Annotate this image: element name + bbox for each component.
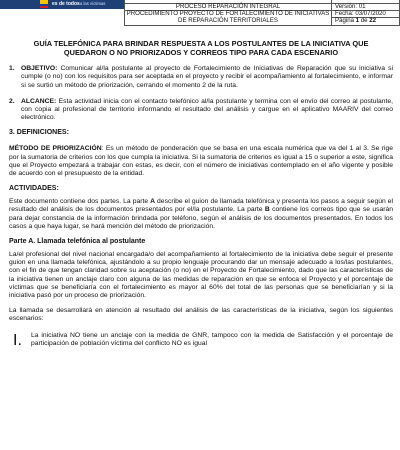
escenario-text: La iniciativa NO tiene un anclaje con la medida de GNR, tampoco con la medida de Satisfacción y el porcentaje de participación de población víctima del conflicto NO es igual	[31, 331, 393, 347]
definiciones-heading: 3. DEFINICIONES:	[9, 129, 69, 137]
logo-text-main: es de todos	[52, 1, 80, 7]
section-label: ALCANCE:	[21, 97, 57, 105]
section-objetivo	[9, 65, 393, 90]
actividades-text: Este documento contiene dos partes. La parte A describe el guion de llamada telefónica y presenta los pasos a seguir según el resultado del análisis de los documentos presentados por el/la postulante. La parte B contiene los correos tipo que se usarán para dejar constancia de la información brindada por teléfono, según el análisis de los documentos presentados. En todos los casos a que haya lugar, se hará mención del método de priorización.	[9, 198, 393, 230]
header-table	[124, 0, 400, 26]
section-alcance	[9, 98, 393, 123]
version-label: Versión: 01	[332, 3, 400, 10]
page-total: 22	[369, 17, 377, 25]
term-label: MÉTODO DE PRIORIZACIÓN	[9, 145, 102, 153]
procedure-name: PROCEDIMIENTO PROYECTO DE FORTALECIMIENTO DE INICIATIVAS DE REPARACIÓN TERRITORIALES	[125, 10, 332, 25]
section-number: 1.	[9, 65, 15, 73]
actividades-heading: ACTIVIDADES:	[9, 185, 59, 193]
escenario-item	[9, 332, 393, 350]
colombia-flag-icon	[40, 0, 48, 8]
process-name: PROCESO REPARACIÓN INTEGRAL	[125, 3, 332, 10]
section-label: OBJETIVO:	[21, 65, 58, 73]
document-header	[0, 0, 400, 31]
logo-text-secondary: a las víctimas	[80, 1, 106, 6]
section-number: 2.	[9, 97, 15, 105]
parte-a-heading: Parte A. Llamada telefónica al postulante	[9, 238, 146, 246]
escenario-number: I.	[13, 331, 22, 349]
parte-a-text: La/el profesional del nivel nacional encargada/o del acompañamiento al fortalecimiento de la iniciativa debe seguir el presente guion en una llamada telefónica, ajustándolo a su propio lenguaje procurando dar un mensaje adecuado a los/las postulantes, con el fin de que tengan claridad sobre su aceptación (o no) en el Proyecto de Fortalecimiento, dado que las características de la iniciativa tienen un anclaje claro con alguna de las medidas de reparación en que se enfoca el Proyecto y el porcentaje de víctimas que se beneficiaría con el fortalecimiento es mayor al 60% del total de las personas que se beneficiarían y si la iniciativa pasó por un proceso de priorización.	[9, 251, 393, 300]
page-indicator: Página 1 de 22	[332, 18, 400, 25]
page-number: 1	[355, 17, 360, 25]
document-title: GUÍA TELEFÓNICA PARA BRINDAR RESPUESTA A LOS POSTULANTES DE LA INICIATIVA QUE QUEDARON O NO PRIORIZADOS Y CORREOS TIPO PARA CADA ESCENARIO	[33, 39, 369, 57]
institution-logo	[0, 0, 124, 9]
document-body	[9, 40, 393, 350]
date-label: Fecha: 03/07/2020	[332, 10, 400, 17]
llamada-text: La llamada se desarrollará en atención al resultado del análisis de las características de la iniciativa, según los siguientes escenarios:	[9, 307, 393, 323]
metodo-definition: MÉTODO DE PRIORIZACIÓN: Es un método de ponderación que se basa en una escala numérica que va del 1 al 3. Se rige por la sumatoria de criterios con los que cumpla la iniciativa. Si la sumatoria de criterios es igual a 15 o superior a este, significa que el Proyecto empezará a trabajar con estas, es decir, con el número de iniciativas contemplado en el año vigente y posible de acuerdo con el presupuesto de la entidad.	[9, 145, 393, 178]
section-text: Comunicar al/la postulante al proyecto de Fortalecimiento de Iniciativas de Reparación que su iniciativa si cumple (o no) con los requisitos para ser aceptada en el proyecto y recibir el acompañamiento al fortalecimiento, e informar si se surtió un método de priorización, cerrando el momento 2 de la ruta.	[21, 65, 393, 89]
section-text: Esta actividad inicia con el contacto telefónico al/la postulante y termina con el envío del correo al postulante, con copia al profesional de territorio informando el resultado del análisis y cargue en el aplicativo MAARIV del correo electrónico.	[21, 97, 393, 122]
